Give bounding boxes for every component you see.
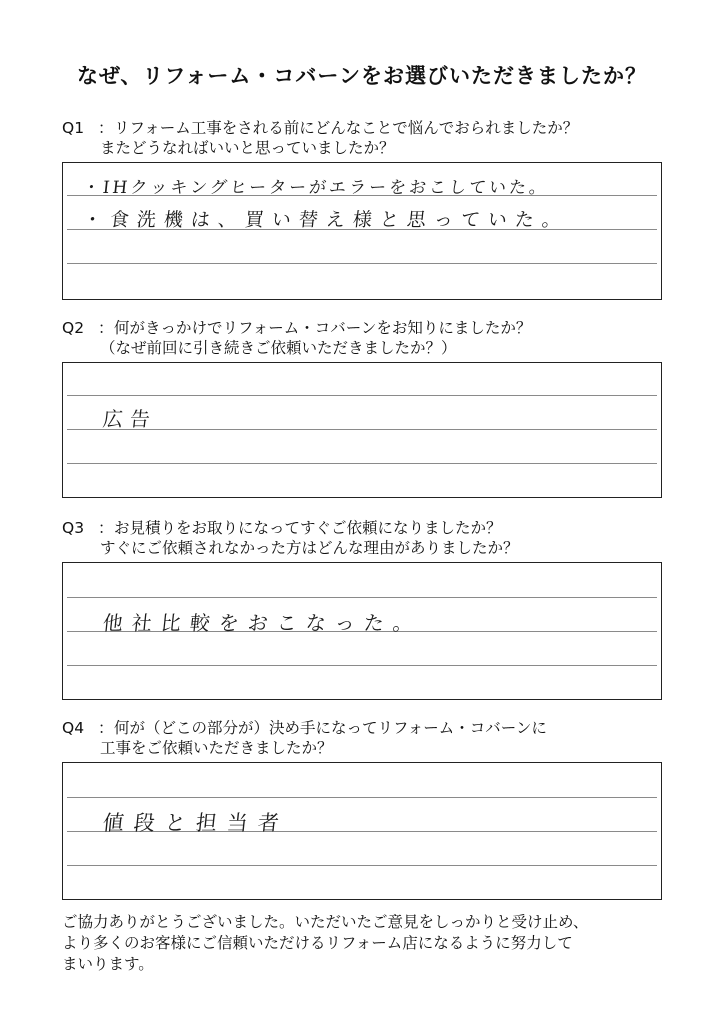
question-number: Q2 (62, 319, 85, 337)
handwritten-answer: ・IHクッキングヒーターがエラーをおこしていた。 (81, 178, 551, 198)
question-text-line1: リフォーム工事をされる前にどんなことで悩んでおられましたか？ (114, 119, 579, 137)
closing-message-line: まいります。 (62, 955, 154, 973)
question-colon: ： (98, 119, 114, 137)
question-number: Q3 (62, 519, 85, 537)
page-title: なぜ、リフォーム・コバーンをお選びいただきましたか？ (77, 64, 647, 88)
question-4 (62, 718, 682, 758)
closing-message (62, 912, 682, 975)
closing-message-line: より多くのお客様にご信頼いただけるリフォーム店になるように努力して (62, 934, 573, 952)
question-colon: ： (98, 319, 114, 337)
answer-line (67, 463, 657, 464)
question-number: Q1 (62, 119, 85, 137)
answer-box-2 (62, 362, 662, 498)
answer-line (67, 665, 657, 666)
answer-box-3 (62, 562, 662, 700)
answer-line (67, 797, 657, 798)
answer-line (67, 865, 657, 866)
answer-box-4 (62, 762, 662, 900)
handwritten-answer: ・食洗機は、買い替え様と思っていた。 (81, 209, 571, 231)
answer-line (67, 263, 657, 264)
question-text-line2: 工事をご依頼いただきましたか？ (100, 739, 333, 757)
question-2 (62, 318, 682, 358)
question-text-line2: すぐにご依頼されなかった方はどんな理由がありましたか？ (100, 539, 519, 557)
answer-line (67, 395, 657, 396)
answer-line (67, 597, 657, 598)
question-colon: ： (98, 519, 114, 537)
handwritten-answer: 値段と担当者 (101, 811, 291, 835)
question-3 (62, 518, 682, 558)
closing-message-line: ご協力ありがとうございました。いただいたご意見をしっかりと受け止め、 (62, 913, 589, 931)
question-text-line1: 何がきっかけでリフォーム・コバーンをお知りにましたか？ (114, 319, 532, 337)
question-1 (62, 118, 682, 158)
question-text-line2: またどうなればいいと思っていましたか？ (100, 139, 395, 157)
question-number: Q4 (62, 719, 85, 737)
question-text-line2: （なぜ前回に引き続きご依頼いただきましたか？） (100, 339, 457, 357)
handwritten-answer: 他社比較をおこなった。 (101, 611, 424, 635)
question-text-line1: 何が（どこの部分が）決め手になってリフォーム・コバーンに (114, 719, 547, 737)
question-colon: ： (98, 719, 114, 737)
handwritten-answer: 広告 (101, 407, 159, 431)
answer-box-1 (62, 162, 662, 300)
question-text-line1: お見積りをお取りになってすぐご依頼になりましたか？ (114, 519, 502, 537)
